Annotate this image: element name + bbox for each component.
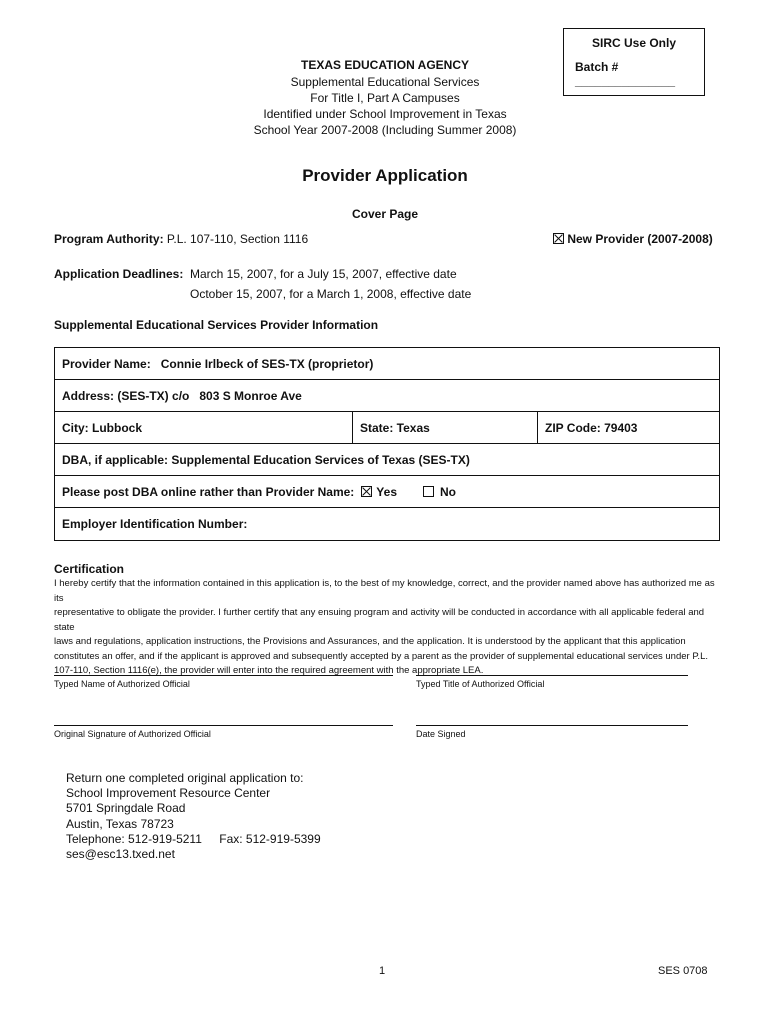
page-number: 1 xyxy=(379,965,386,977)
typed-name-label: Typed Name of Authorized Official xyxy=(54,679,190,689)
certification-text xyxy=(54,577,720,679)
header-line-4: School Year 2007-2008 (Including Summer 2008) xyxy=(253,123,517,137)
program-authority-value: P.L. 107-110, Section 1116 xyxy=(166,232,309,246)
provider-name-value[interactable]: Connie Irlbeck of SES-TX (proprietor) xyxy=(160,356,374,371)
typed-title-line[interactable] xyxy=(416,675,688,676)
agency-name: TEXAS EDUCATION AGENCY xyxy=(300,58,469,72)
header-line-3: Identified under School Improvement in Texas xyxy=(263,107,507,121)
dba-yes-label: Yes xyxy=(376,484,397,499)
certification-heading: Certification xyxy=(54,562,125,576)
certification-line: I hereby certify that the information contained in this application is, to the best of my knowledge, correct, and the provider named above has authorized me as its xyxy=(54,578,715,604)
deadlines-label: Application Deadlines: xyxy=(54,267,184,281)
signature-label: Original Signature of Authorized Official xyxy=(54,729,211,739)
form-code: SES 0708 xyxy=(658,965,708,977)
return-line: Return one completed original application to: xyxy=(66,771,304,785)
date-signed-line[interactable] xyxy=(416,725,688,726)
provider-name-row xyxy=(55,348,719,380)
new-provider-option[interactable] xyxy=(553,231,713,247)
certification-line: 107-110, Section 1116(e), the provider will enter into the required agreement with the appropriate LEA. xyxy=(54,665,484,676)
page-title: Provider Application xyxy=(302,166,468,185)
dba-post-label: Please post DBA online rather than Provider Name: xyxy=(62,484,355,499)
new-provider-checkbox[interactable] xyxy=(553,233,564,244)
return-email[interactable]: ses@esc13.txed.net xyxy=(66,847,175,862)
return-telephone: Telephone: 512-919-5211 xyxy=(66,831,202,846)
certification-line: constitutes an offer, and if the applicant is approved and subsequently accepted by a parent as the provider of supplemental educational services under P.L. xyxy=(54,650,708,662)
program-authority xyxy=(54,231,308,247)
dba-no-checkbox[interactable] xyxy=(423,486,434,497)
typed-title-label: Typed Title of Authorized Official xyxy=(416,679,545,689)
provider-name-label: Provider Name: xyxy=(62,356,151,371)
dba-yes-checkbox[interactable] xyxy=(361,486,372,497)
address-label: Address: (SES-TX) c/o xyxy=(62,388,190,403)
program-authority-label: Program Authority: xyxy=(54,232,164,246)
typed-name-line[interactable] xyxy=(54,675,393,676)
dba-row xyxy=(55,444,719,476)
certification-line: laws and regulations, application instructions, the Provisions and Assurances, and the application. It is understood by the applicant that this application xyxy=(54,636,686,647)
new-provider-label: New Provider (2007-2008) xyxy=(567,232,713,246)
date-signed-label: Date Signed xyxy=(416,729,466,739)
ein-field[interactable]: Employer Identification Number: xyxy=(62,517,248,531)
city-field[interactable]: City: Lubbock xyxy=(62,420,142,435)
deadline-1: March 15, 2007, for a July 15, 2007, effective date xyxy=(190,267,457,281)
page-subtitle: Cover Page xyxy=(351,207,419,221)
return-address-block xyxy=(66,771,321,862)
deadline-2: October 15, 2007, for a March 1, 2008, effective date xyxy=(190,287,472,301)
provider-info-heading: Supplemental Educational Services Provider Information xyxy=(54,318,379,332)
certification-line: representative to obligate the provider. I further certify that any ensuing program and activity will be conducted in accordance with all applicable federal and state xyxy=(54,607,705,633)
return-line: 5701 Springdale Road xyxy=(66,801,186,816)
header-line-1: Supplemental Educational Services xyxy=(290,75,480,89)
zip-field[interactable]: ZIP Code: 79403 xyxy=(537,412,719,443)
return-line: Austin, Texas 78723 xyxy=(66,816,174,831)
dba-field[interactable]: DBA, if applicable: Supplemental Education Services of Texas (SES-TX) xyxy=(62,452,470,467)
sirc-title: SIRC Use Only xyxy=(591,36,677,50)
state-field[interactable]: State: Texas xyxy=(352,412,537,443)
dba-no-label: No xyxy=(440,484,456,499)
ein-row xyxy=(55,508,719,540)
return-fax: Fax: 512-919-5399 xyxy=(219,831,321,846)
batch-number-field[interactable]: Batch # _______________ xyxy=(575,60,676,88)
provider-info-table xyxy=(54,347,720,541)
dba-post-row xyxy=(55,476,719,508)
address-row xyxy=(55,380,719,412)
header-line-2: For Title I, Part A Campuses xyxy=(310,91,460,105)
city-state-zip-row xyxy=(55,412,719,444)
return-line: School Improvement Resource Center xyxy=(66,786,271,801)
signature-line[interactable] xyxy=(54,725,393,726)
address-value[interactable]: 803 S Monroe Ave xyxy=(199,388,302,403)
